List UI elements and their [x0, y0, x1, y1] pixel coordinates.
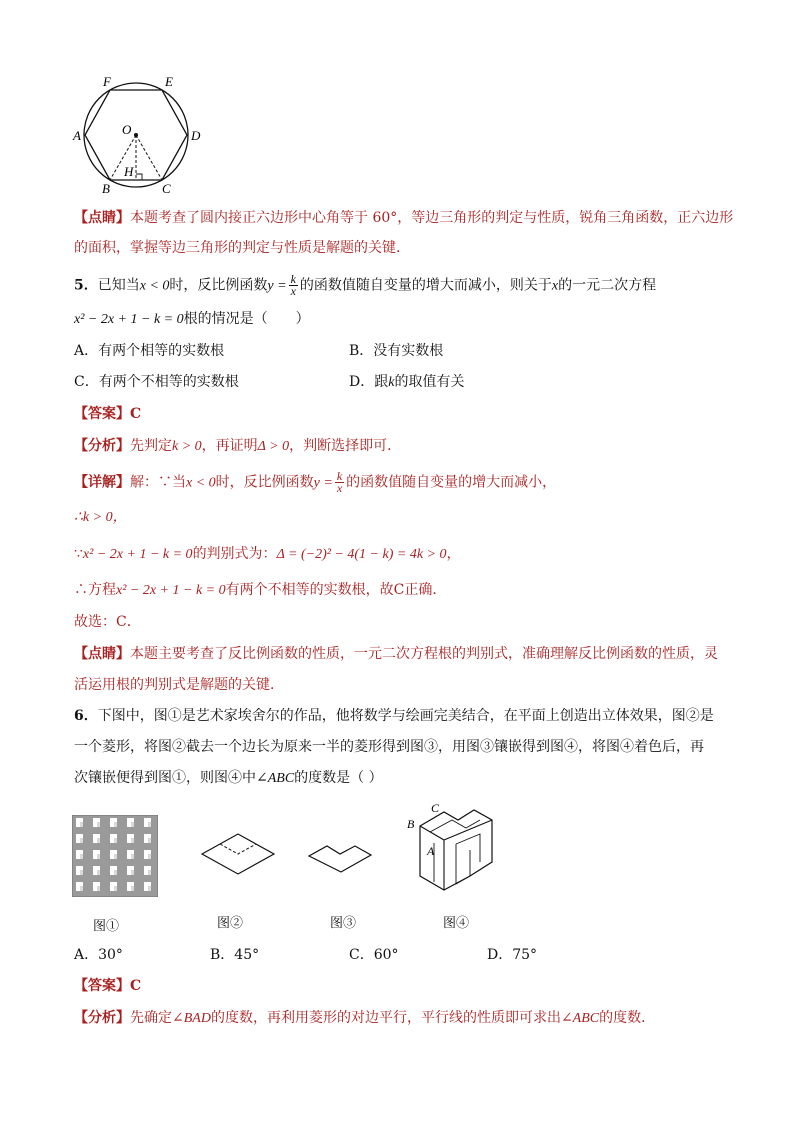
stem-text: 时，反比例函数 [169, 277, 268, 294]
fraction-denominator: x [336, 481, 343, 495]
answer-tag: 【答案】 [74, 406, 130, 422]
answer-value: C [130, 978, 142, 994]
tessellated-cube-figure [400, 800, 510, 900]
q5-option-d [349, 372, 464, 393]
math-variable: k [388, 375, 395, 390]
detail-text: 解：∵当 [130, 474, 186, 491]
q5-detail-line3 [74, 544, 460, 565]
fraction-k-over-x [335, 471, 344, 494]
stem-text: 次镶嵌便得到图①，则图④中 [74, 770, 256, 786]
q6-answer [74, 976, 141, 996]
q6-stem-line3 [74, 768, 383, 789]
label-D: D [191, 128, 201, 143]
q5-detail-line1 [74, 471, 556, 494]
label-A: A [73, 128, 81, 143]
q6-stem-line1 [74, 706, 714, 726]
detail-text: 的判别式为： [192, 546, 277, 562]
q6-analysis [74, 1008, 655, 1029]
stem-text: 的一元二次方程 [558, 277, 657, 294]
label-H: H [124, 164, 134, 179]
analysis-text: 先确定 [130, 1010, 172, 1026]
option-text: D．跟 [349, 374, 389, 390]
label-C: C [431, 801, 440, 815]
cut-rhombus-figure [305, 838, 375, 878]
hexagon-inscribed-circle-figure [70, 72, 220, 197]
caption-figure-1: 图① [93, 919, 120, 934]
q5-stem-line1 [74, 274, 656, 297]
fraction-denominator: x [290, 284, 296, 298]
q5-stem-line2 [74, 309, 310, 330]
q5-option-b: B．没有实数根 [349, 343, 444, 359]
analysis-text: ，判断选择即可． [289, 438, 402, 454]
fraction-k-over-x [289, 274, 298, 297]
math-discriminant: Δ = (−2)² − 4(1 − k) = 4k > 0 [276, 547, 447, 562]
q5-option-c: C．有两个不相等的实数根 [74, 374, 239, 390]
math-angle: ∠ABC [256, 771, 295, 786]
q4-comment-line2: 的面积，掌握等边三角形的判定与性质是解题的关键． [74, 240, 410, 256]
detail-text: C [393, 582, 405, 598]
math-expression: k > 0 [172, 439, 202, 454]
stem-text: 的函数值随自变量的增大而减小，则关于 [299, 277, 552, 294]
detail-text: ， [446, 546, 461, 562]
caption-figure-3: 图③ [330, 916, 357, 931]
label-C: C [162, 181, 171, 196]
math-function: y = [313, 475, 333, 491]
stem-text: 根的情况是（ ） [183, 311, 310, 327]
analysis-text: ，再证明 [201, 438, 258, 454]
math-variable: x [551, 278, 559, 294]
math-equation: x² − 2x + 1 − k = 0 [82, 547, 193, 562]
detail-tag: 【详解】 [74, 474, 130, 491]
answer-value: C [130, 406, 142, 422]
q5-comment-line1 [74, 644, 718, 664]
q6-option-c: C．60° [349, 947, 399, 963]
detail-text: 的函数值随自变量的增大而减小， [346, 474, 557, 491]
stem-text: 的度数是（ ） [294, 770, 383, 786]
math-angle: ∠BAD [172, 1011, 211, 1026]
q5-detail-line4 [74, 580, 446, 601]
detail-text: 时，反比例函数 [215, 474, 314, 491]
q5-comment-line2: 活运用根的判别式是解题的关键． [74, 677, 284, 693]
stem-text: 下图中，图①是艺术家埃舍尔的作品，他将数学与绘画完美结合，在平面上创造出立体效果，图②是 [97, 708, 714, 724]
option-text: 的取值有关 [394, 374, 465, 390]
comment-text: 本题考查了圆内接正六边形中心角等于 60°，等边三角形的判定与性质，锐角三角函数，正六边形 [130, 210, 734, 226]
fraction-numerator: k [336, 469, 343, 483]
label-B: B [102, 181, 110, 196]
math-function: y = [267, 278, 287, 294]
q5-choose: 故选：C． [74, 614, 141, 630]
label-A: A [427, 844, 435, 858]
comment-tag: 【点睛】 [74, 646, 130, 662]
caption-figure-4: 图④ [443, 916, 470, 931]
detail-text: 有两个不相等的实数根，故 [225, 582, 394, 598]
math-equation: x² − 2x + 1 − k = 0 [74, 312, 184, 327]
stem-text: 已知当 [97, 277, 140, 294]
fraction-numerator: k [290, 272, 296, 286]
analysis-tag: 【分析】 [74, 438, 130, 454]
analysis-text: 先判定 [130, 438, 172, 454]
detail-text: ∵ [74, 546, 83, 562]
math-condition: x < 0 [186, 475, 216, 491]
question-number: 5． [74, 277, 98, 294]
analysis-tag: 【分析】 [74, 1010, 130, 1026]
math-expression: Δ > 0 [257, 439, 290, 454]
q6-option-a: A．30° [74, 947, 123, 963]
label-O: O [122, 122, 132, 137]
comment-tag: 【点睛】 [74, 210, 130, 226]
q5-detail-line2: ∴k > 0， [74, 510, 127, 525]
detail-text: ∴方程 [74, 582, 116, 598]
label-F: F [103, 74, 111, 89]
math-angle: ∠ABC [560, 1011, 600, 1026]
q5-option-a: A．有两个相等的实数根 [74, 343, 225, 359]
caption-figure-2: 图② [217, 916, 244, 931]
label-E: E [165, 74, 173, 89]
comment-text: 本题主要考查了反比例函数的性质，一元二次方程根的判别式，准确理解反比例函数的性质，灵 [130, 646, 718, 662]
detail-text: 正确． [404, 582, 447, 598]
answer-tag: 【答案】 [74, 978, 130, 994]
analysis-text: 的度数． [599, 1010, 656, 1026]
rhombus-figure [198, 828, 278, 878]
q6-option-b: B．45° [210, 947, 260, 963]
label-B: B [407, 817, 415, 831]
q4-comment-line1 [74, 208, 733, 228]
math-equation: x² − 2x + 1 − k = 0 [116, 583, 226, 598]
q5-analysis [74, 436, 401, 457]
q5-answer [74, 404, 141, 424]
math-condition: x < 0 [139, 278, 170, 294]
question-number: 6． [74, 708, 98, 724]
escher-tessellation-figure [72, 815, 158, 897]
analysis-text: 的度数，再利用菱形的对边平行，平行线的性质即可求出 [210, 1010, 561, 1026]
q6-option-d: D．75° [487, 947, 538, 963]
q6-stem-line2: 一个菱形，将图②截去一个边长为原来一半的菱形得到图③，用图③镶嵌得到图④，将图④着色后，再 [74, 739, 704, 755]
